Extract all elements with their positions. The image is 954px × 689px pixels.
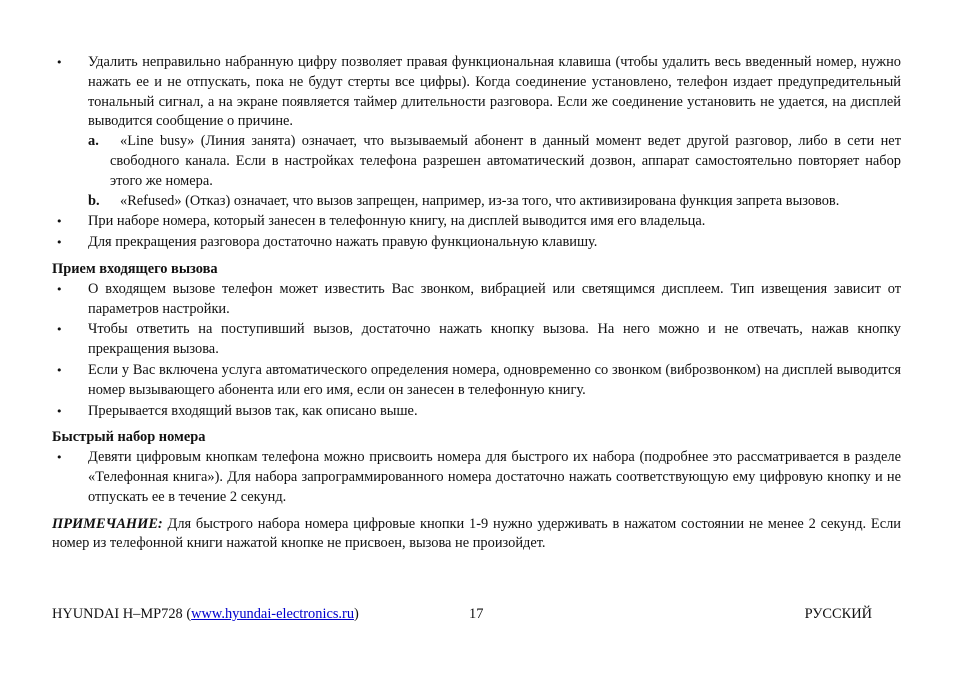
note-label: ПРИМЕЧАНИЕ:: [52, 515, 163, 532]
note-text: Для быстрого набора номера цифровые кнопки 1-9 нужно удерживать в нажатом состоянии не менее 2 секунд. Если номер из телефонной книги нажатой кнопке не присвоен, вызова не произойдет.: [52, 515, 901, 552]
page-footer: [52, 604, 872, 624]
footer-model: [52, 604, 359, 624]
speed-dial-bullet-list: [52, 448, 901, 507]
sub-list-item: [88, 192, 901, 212]
list-item-text: Для прекращения разговора достаточно нажать правую функциональную клавишу.: [88, 234, 598, 251]
incoming-call-bullet-list: [52, 280, 901, 422]
footer-language: РУССКИЙ: [804, 606, 872, 622]
footer-model-close: ): [354, 606, 359, 622]
list-item: • Чтобы ответить на поступивший вызов, достаточно нажать кнопку вызова. На него можно и не отвечать, нажав кнопку прекращения вызова.: [52, 320, 901, 360]
list-item-text: Удалить неправильно набранную цифру позволяет правая функциональная клавиша (чтобы удалить весь введенный номер, нужно нажать ее и не отпускать, пока не будут стерты все цифры). Когда соединение установлено, телефон издает предупредительный тональный сигнал, а на экране появляется таймер длительности разговора. Если же соединение установить не удается, на дисплей выводится сообщение о причине.: [88, 54, 901, 130]
sub-list-marker: a.: [88, 133, 99, 150]
list-item: • Если у Вас включена услуга автоматического определения номера, одновременно со звонком (виброзвонком) на дисплей выводится номер вызывающего абонента или его имя, если он занесен в телефонную книгу.: [52, 361, 901, 401]
page-number: 17: [469, 606, 484, 622]
list-item: • О входящем вызове телефон может известить Вас звонком, вибрацией или светящимся дисплеем. Тип извещения зависит от параметров настройки.: [52, 280, 901, 320]
sub-list-item: [88, 132, 901, 191]
list-item: [52, 53, 901, 211]
document-page: [52, 53, 901, 569]
top-bullet-list: [52, 53, 901, 253]
list-item: • Девяти цифровым кнопкам телефона можно присвоить номера для быстрого их набора (подробнее это рассматривается в разделе «Телефонная книга»). Для набора запрограммированного номера достаточно нажать соответствующую ему цифровую кнопку и не отпускать ее в течение 2 секунд.: [52, 448, 901, 507]
sub-list-text: «Refused» (Отказ) означает, что вызов запрещен, например, из-за того, что активизирована функция запрета вызовов.: [120, 192, 840, 209]
section-heading-incoming-call: Прием входящего вызова: [52, 260, 218, 277]
list-item: [52, 212, 901, 232]
list-item-text: При наборе номера, который занесен в телефонную книгу, на дисплей выводится имя его владельца.: [88, 213, 706, 230]
note-paragraph: [52, 515, 901, 555]
status-messages-list: [88, 132, 901, 211]
section-heading-speed-dial: Быстрый набор номера: [52, 429, 206, 446]
website-link[interactable]: www.hyundai-electronics.ru: [191, 606, 355, 622]
list-item: [52, 233, 901, 253]
sub-list-marker: b.: [88, 192, 100, 209]
footer-model-text: HYUNDAI H–MP728 (: [52, 606, 192, 622]
sub-list-text: «Line busy» (Линия занята) означает, что вызываемый абонент в данный момент ведет другой разговор, либо в сети нет свободного канала. Если в настройках телефона разрешен автоматический дозвон, аппарат самостоятельно повторяет набор этого же номера.: [110, 133, 901, 189]
list-item: • Прерывается входящий вызов так, как описано выше.: [52, 402, 901, 422]
